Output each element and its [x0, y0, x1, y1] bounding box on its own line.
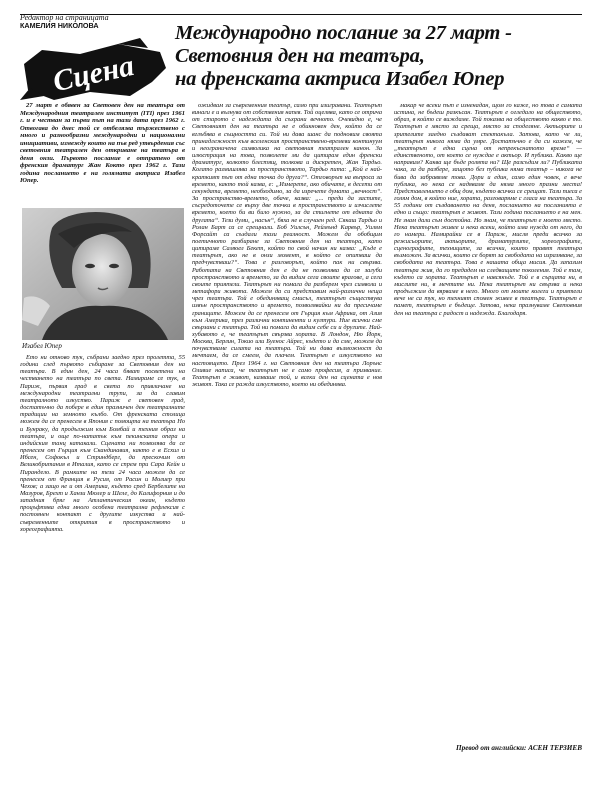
article-column-1 — [20, 354, 185, 762]
portrait-photo — [22, 208, 184, 340]
lead-text: 27 март е обявен за Световен ден на театъра от Международния театрален институт (ITI) през 1961 г. и е честван за първи път на тази дата през 1962 г. Отвогава до днес той се отбелязва тържествено с много и разнообразни международни и национални инициативи, измежду които на пъв ред утвърдения със световния театрален ден откриване на театъра в деня онзи. Първото послание е отпратено от френския драматург Жан Кокто през 1962 г. Тази година посланието е на голямата актриса Изабел Юпер. — [20, 102, 185, 184]
section-logo-text: Сцена — [50, 48, 137, 99]
section-logo — [20, 38, 168, 102]
headline — [175, 22, 585, 91]
lead-paragraph — [20, 102, 185, 210]
headline-line-3: на френската актриса Изабел Юпер — [175, 68, 505, 90]
translator-credit: Превод от английски: АСЕН ТЕРЗИЕВ — [456, 744, 582, 752]
editor-block — [20, 14, 170, 31]
column-3-text: макар че всеки път е изненадан, щом го каже, но това е самата истина, не бъдеш разкъсан. Театърът е огледало на обществото, образ, в който се виждаме. Той показва на обществото какво е то. Театърът е място за среща, място за споделяне. Актьорите и зрителите заедно създават спектакъла. Затова, като че ли, театърът никога няма да умре. Достатъчно е да си кажем, че „театърът е една сцена от непрекъснатото време“ — единственото, от което се нуждае е актьор. И публика. Какво ще направим? Каква ще бъде ролята ни? Ще разсъдим ли? Публиката чака, за да разбере, защото без публика няма театър – никога не бива да забравяме това. Дори и един, само един човек, е вече публика, но нека се надяваме да няма много празни места! Представлението е общ дом, където всички се срещат. Тази пиеса е голям дом, в който ние, хората, разговаряме с гласа на театъра. За 55 години от създаването на деня, посланието на посланията е едно и също: театърът е живот. Тази година посланието е на мен. Не знам дали съм достойна. Но знам, че театърът е моето място. Нека театърът живее и нека всеки, който има нужда от него, да го намери. Намирайки се в Париж, мисля преди всичко за режисьорите, актьорите, драматурзите, хореографите, сценографите, техниците, за всички, които правят театъра възможен. За всички, които се борят за свободата на изразяване, за свободата на театъра. Това е нашата обща мисия. Да запазим театъра жив, да го предадем на следващите поколения. Той е там, където са хората. Театърът е навсякъде. Той е в сърцата ни, в мислите ни, в мечтите ни. Нека театърът ни свързва и нека продължим да вярваме в него. Много от моите колеги и приятели вече не са тук, но техният спомен живее в театъра. Театърът е памет, театърът е бъдеще. Затова, нека празнуваме Световния ден на театъра с радост и надежда. Благодаря. — [394, 102, 582, 317]
section-logo-graphic — [20, 38, 168, 102]
article-column-3 — [394, 102, 582, 742]
headline-line-2: Световния ден на театъра, — [175, 45, 425, 67]
portrait-image — [22, 208, 184, 340]
editor-name: КАМЕЛИЯ НИКОЛОВА — [20, 21, 99, 31]
headline-line-1: Международно послание за 27 март - — [175, 22, 512, 44]
column-1-text: Ето ни отново тук, събрани заедно през пролетта, 55 години след първото събиране за Световния ден на театъра. В един ден, 24 часа бяват посветени на честването на театъра по света. Намираме се тук, в Париж, първия град в света по привличане на международни театрални трупи, за да славим театралното изкуство. Париж е световен град, достатъчно да побере в един празничен ден театралните традиции на земното кълбо. От френската столица можем да се пренесем в Япония с помощта на театъра Но и Бунраку, да продължим към Бомбай и техния образ на театъра, и още по-нататък към пекинската опера и индийския танц катакали. Сцената ни позволява да се пренесем от Гърция към Скандинавия, както е в Есхил и Ибсен, Софокъл и Стриндберг, да прескочим от Великобритания в Италия, като се спрем при Сара Кейн и Пирандело. В рамките на тези 24 часа можем да се пренесем от Франция в Русия, от Расин и Молиер при Чехов; а защо не и от Америка, където сред Бербелите на Мазуров, Брехт и Ханзи Мюлер и Шеле, до Калифорния и до западния бряг на Атлантическия океан, където процъфтява една много особена театрална рефлексия с постоянен контакт с другите изкуства и най-съвременните открития в пространството и хореографията. — [20, 354, 185, 533]
article-column-2 — [192, 102, 382, 770]
lead-column — [20, 102, 185, 210]
photo-caption: Изабел Юпер — [22, 342, 62, 350]
column-2-text: ожидвам за съвременния театър, само при изигравани. Театърът винаги е и вълнува от собствения напев. Той оцелява, като се отрича от старото с надеждата да съхрани вечното. Очевидно е, че Световният ден на театъра не е обикновен ден, който да се вглъбява в същността си. Той ни дава шанс да подновим своята принадлежност към вселенския пространствено-времеви континуум и неограничена символика на световния театрален канон. За илюстрация на това, позволете ми да цитирам един френски драматург, колкото блестящ, толкова и дискретен, Жан Тардьо. Когато размишлява за пространството, Тардьо пита: „Кой е най-краткият път от една точка до друга?“. Отговорът на въпроса за времето, както той казва, е: „Измерете, ако обичате, в десети от секундата, времето, необходимо, за да изречете думата „вечност“. За пространство-времето, обаче, казва: „... преди да заспите, съсредоточете се върху две точки в пространството и изчислете времето, което би ви било нужно, за да стигнете от едната до другата“. Тези думи, „насън“, бяха не в случаен ред. Сякаш Тардьо и Ролан Барт са се срещнали. Боб Уилсън, Реймънд Карвър, Уилям Форсайт са създали тази реалност. Можем да обобщим поетичното разбиране за Световния ден на театъра, като цитираме Самюел Бекет, който по свой начин ни казва: „Къде е театърът, ако не в онзи момент, в който се опитваш да предчувстваш?“. Това е разговорът, който пак ни свързва. Работата на Световния ден е да не позволява да се загуби пространството и времето, за да видим сега своите врагове, а сега своите приятели. Театърът ни помага да разберем чрез символи и метафори живота. Можем да си представим най-различни неща чрез театъра. Той е обединяващ смисъл, театърът съществува извън пространството и времето, позволявайки ни да пресичаме границите. Можем да се пренесем от Гърция към Африка, от Азия към Америка, през различни континенти и култури. Ние всички сме свързани с театъра. Той ни помага да видим себе си и другите. Най-хубавото е, че театърът свързва хората. В Лондон, Ню Йорк, Москва, Берлин, Токио или Буенос Айрес, където и да сме, можем да почувстваме силата на театъра. Той ни дава възможност да мечтаем, да се смеем, да плачем. Театърът е изкуството на настоящето. През 1964 г. на Световния ден на театъра Лорънс Оливие написа, че театърът не е само професия, а призвание. Театърът е живот, казваше той, и всеки ден на сцената е нов живот. Така се ражда изкуството, което ни обединява. — [192, 102, 382, 389]
editor-role: Редактор на страницата — [20, 13, 109, 22]
